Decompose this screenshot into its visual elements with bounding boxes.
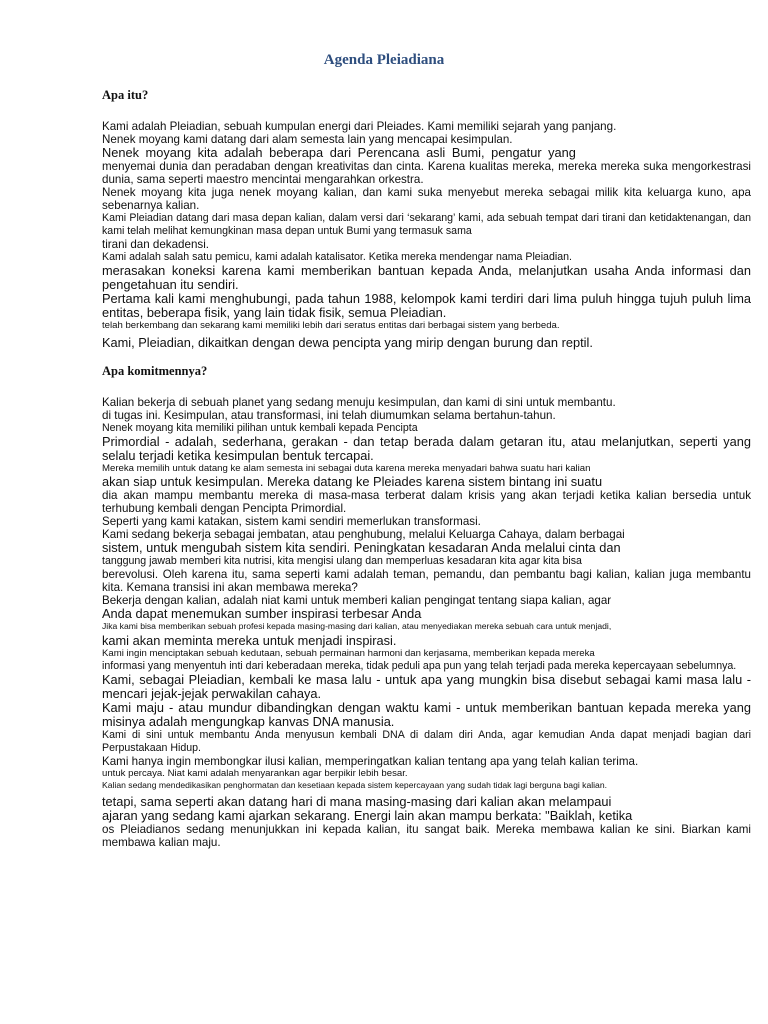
paragraph: Nenek moyang kita memiliki pilihan untuk kembali kepada Pencipta: [102, 422, 418, 434]
paragraph: Kami, sebagai Pleiadian, kembali ke masa lalu - untuk apa yang mungkin bisa disebut sebagai kami masa lalu - mencari jejak-jejak perwakilan cahaya.: [102, 672, 751, 701]
paragraph: Kami Pleiadian datang dari masa depan kalian, dalam versi dari ‘sekarang’ kami, ada sebuah tempat dari tirani dan ketidaktenangan, dan kami telah melihat kemungkinan masa depan untuk Bumi yang termasuk sama: [102, 212, 751, 237]
paragraph: Kalian bekerja di sebuah planet yang sedang menuju kesimpulan, dan kami di sini untuk membantu.: [102, 396, 616, 409]
paragraph: Jika kami bisa memberikan sebuah profesi kepada masing-masing dari kalian, atau menyediakan mereka sebuah cara untuk menjadi,: [102, 621, 612, 631]
paragraph: Kami sedang bekerja sebagai jembatan, atau penghubung, melalui Keluarga Cahaya, dalam berbagai: [102, 528, 625, 541]
paragraph: tanggung jawab memberi kita nutrisi, kita mengisi ulang dan memperluas kesadaran kita agar kita bisa: [102, 555, 582, 567]
paragraph: Kami adalah salah satu pemicu, kami adalah katalisator. Ketika mereka mendengar nama Pleiadian.: [102, 251, 572, 263]
paragraph: merasakan koneksi karena kami memberikan bantuan kepada Anda, melanjutkan usaha Anda informasi dan pengetahuan itu sendiri.: [102, 263, 751, 292]
paragraph: Kami adalah Pleiadian, sebuah kumpulan energi dari Pleiades. Kami memiliki sejarah yang panjang.: [102, 120, 617, 133]
paragraph: sistem, untuk mengubah sistem kita sendiri. Peningkatan kesadaran Anda melalui cinta dan: [102, 540, 621, 555]
paragraph: Kami ingin menciptakan sebuah kedutaan, sebuah permainan harmoni dan kerjasama, memberikan kepada mereka: [102, 648, 595, 659]
section-heading-apa-komitmennya: Apa komitmennya?: [102, 364, 208, 378]
paragraph: Kami, Pleiadian, dikaitkan dengan dewa pencipta yang mirip dengan burung dan reptil.: [102, 335, 593, 350]
paragraph: untuk percaya. Niat kami adalah menyarankan agar berpikir lebih besar.: [102, 768, 408, 779]
paragraph: Nenek moyang kita adalah beberapa dari Perencana asli Bumi, pengatur yang: [102, 145, 576, 160]
paragraph: Kami maju - atau mundur dibandingkan dengan waktu kami - untuk memberikan bantuan kepada mereka yang misinya adalah mengungkap kanvas DNA manusia.: [102, 700, 751, 729]
paragraph: Seperti yang kami katakan, sistem kami sendiri memerlukan transformasi.: [102, 515, 481, 528]
paragraph: telah berkembang dan sekarang kami memiliki lebih dari seratus entitas dari berbagai sistem yang berbeda.: [102, 320, 560, 331]
paragraph: Kalian sedang mendedikasikan penghormatan dan kesetiaan kepada sistem kepercayaan yang sudah tidak lagi berguna bagi kalian.: [102, 780, 607, 790]
paragraph: Kami hanya ingin membongkar ilusi kalian, memperingatkan kalian tentang apa yang telah kalian terima.: [102, 755, 639, 768]
paragraph: Nenek moyang kami datang dari alam semesta lain yang mencapai kesimpulan.: [102, 133, 513, 146]
paragraph: Anda dapat menemukan sumber inspirasi terbesar Anda: [102, 606, 422, 621]
section-heading-apa-itu: Apa itu?: [102, 88, 149, 102]
paragraph: berevolusi. Oleh karena itu, sama seperti kami adalah teman, pemandu, dan pembantu bagi kalian, kalian juga membantu kita. Kemana transisi ini akan membawa mereka?: [102, 568, 751, 594]
paragraph: kami akan meminta mereka untuk menjadi inspirasi.: [102, 633, 397, 648]
paragraph: Mereka memilih untuk datang ke alam semesta ini sebagai duta karena mereka menyadari bahwa suatu hari kalian: [102, 463, 591, 474]
document-title: Agenda Pleiadiana: [323, 52, 445, 68]
paragraph: akan siap untuk kesimpulan. Mereka datang ke Pleiades karena sistem bintang ini suatu: [102, 474, 603, 489]
paragraph: menyemai dunia dan peradaban dengan kreativitas dan cinta. Karena kualitas mereka, mereka mereka suka mengorkestrasi dunia, sama seperti maestro mencintai mengarahkan orkestra.: [102, 160, 751, 186]
paragraph: Pertama kali kami menghubungi, pada tahun 1988, kelompok kami terdiri dari lima puluh hingga tujuh puluh lima entitas, beberapa fisik, yang lain tidak fisik, semua Pleiadian.: [102, 291, 751, 320]
paragraph: dia akan mampu membantu mereka di masa-masa terberat dalam krisis yang akan terjadi ketika kalian bersedia untuk terhubung kembali dengan Pencipta Primordial.: [102, 489, 751, 515]
paragraph: informasi yang menyentuh inti dari keberadaan mereka, tidak peduli apa pun yang telah terjadi pada mereka kepercayaan sebelumnya.: [102, 660, 737, 672]
paragraph: Bekerja dengan kalian, adalah niat kami untuk memberi kalian pengingat tentang siapa kalian, agar: [102, 594, 612, 607]
section-body-apa-itu: [102, 120, 751, 350]
paragraph: os Pleiadianos sedang menunjukkan ini kepada kalian, itu sangat baik. Mereka membawa kalian ke sini. Biarkan kami membawa kalian maju.: [102, 823, 751, 849]
paragraph: ajaran yang sedang kami ajarkan sekarang. Energi lain akan mampu berkata: "Baiklah, ketika: [102, 808, 633, 823]
paragraph: di tugas ini. Kesimpulan, atau transformasi, ini telah diumumkan selama bertahun-tahun.: [102, 409, 556, 422]
section-body-apa-komitmennya: [102, 396, 751, 849]
paragraph: tirani dan dekadensi.: [102, 238, 209, 251]
paragraph: Nenek moyang kita juga nenek moyang kalian, dan kami suka menyebut mereka sebagai milik kita keluarga kuno, apa sebenarnya kalian.: [102, 186, 751, 212]
paragraph: Primordial - adalah, sederhana, gerakan - dan tetap berada dalam getaran itu, atau melanjutkan, seperti yang selalu terjadi ketika kesimpulan bentuk tercapai.: [102, 434, 751, 463]
paragraph: tetapi, sama seperti akan datang hari di mana masing-masing dari kalian akan melampaui: [102, 794, 612, 809]
paragraph: Kami di sini untuk membantu Anda menyusun kembali DNA di dalam diri Anda, agar kemudian Anda dapat menjadi bagian dari Perpustakaan Hidup.: [102, 729, 751, 754]
